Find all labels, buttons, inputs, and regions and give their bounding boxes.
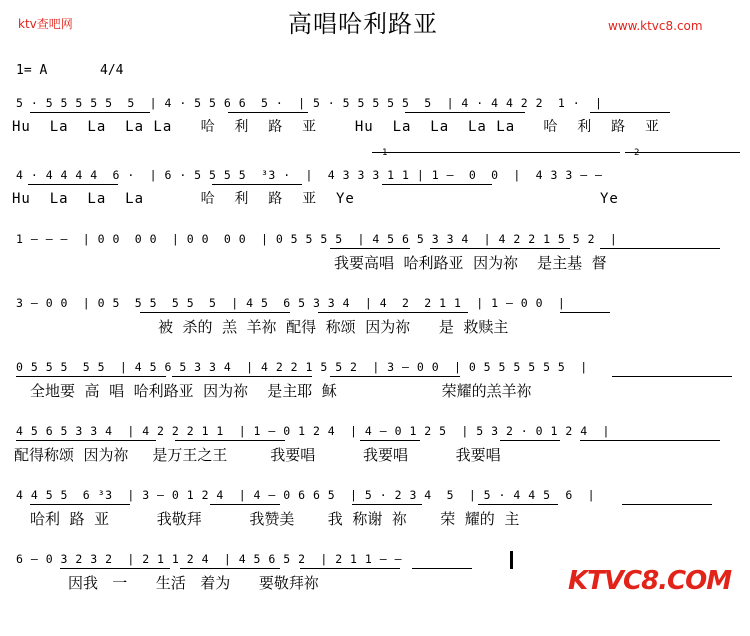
- beam: [30, 504, 130, 505]
- key-signature: 1= A: [16, 63, 48, 78]
- beam: [30, 112, 150, 113]
- beam: [172, 376, 312, 377]
- final-barline: [510, 551, 513, 569]
- watermark-logo: KTVC8.COM: [568, 566, 732, 596]
- beam: [352, 504, 422, 505]
- beam: [210, 504, 280, 505]
- site-name-left: ktv查吧网: [18, 17, 73, 31]
- beam: [612, 376, 732, 377]
- site-url-right: www.ktvc8.com: [608, 19, 703, 33]
- beam: [16, 440, 156, 441]
- beam: [405, 112, 525, 113]
- beam: [580, 440, 720, 441]
- beam: [16, 376, 166, 377]
- volta-bracket-1: [372, 152, 620, 153]
- beam: [228, 112, 308, 113]
- volta-number-2: 2: [634, 148, 640, 158]
- lyric-line-7: 哈利 路 亚 我敬拜 我赞美 我 称谢 祢 荣 耀的 主: [30, 510, 520, 528]
- beam: [600, 248, 720, 249]
- beam: [382, 184, 492, 185]
- beam: [560, 312, 610, 313]
- beam: [300, 568, 400, 569]
- notation-line-7: 4 4 5 5 6 ³3 | 3 – 0 1 2 4 | 4 – 0 6 6 5 | 5 · 2 3 4 5 | 5 · 4 4 5 6 |: [16, 488, 596, 502]
- beam: [318, 312, 468, 313]
- beam: [180, 568, 280, 569]
- notation-line-1: 5 · 5 5 5 5 5 5 | 4 · 5 5 6 6 5 · | 5 · 5 5 5 5 5 5 | 4 · 4 4 2 2 1 · |: [16, 96, 603, 110]
- notation-line-4: 3 – 0 0 | 0 5 5 5 5 5 5 | 4 5 6 5 3 3 4 | 4 2 2 1 1 | 1 – 0 0 |: [16, 296, 566, 310]
- beam: [140, 312, 290, 313]
- notation-line-2: 4 · 4 4 4 4 6 · | 6 · 5 5 5 5 ³3 · | 4 3 3 3 1 1 | 1 – 0 0 | 4 3 3 – –: [16, 168, 603, 182]
- beam: [590, 112, 670, 113]
- song-title: 高唱哈利路亚: [288, 10, 438, 38]
- lyric-line-6: 配得称颂 因为祢 是万王之王 我要唱 我要唱 我要唱: [14, 446, 501, 464]
- time-signature: 4/4: [100, 63, 124, 78]
- beam: [330, 376, 460, 377]
- notation-line-8: 6 – 0 3 2 3 2 | 2 1 1 2 4 | 4 5 6 5 2 | 2 1 1 – –: [16, 552, 403, 566]
- lyric-line-2: Hu La La La 哈 利 路 亚 Ye Ye: [12, 191, 619, 207]
- notation-line-3: 1 – – – | 0 0 0 0 | 0 0 0 0 | 0 5 5 5 5 | 4 5 6 5 3 3 4 | 4 2 2 1 5 5 2 |: [16, 232, 618, 246]
- beam: [622, 504, 712, 505]
- volta-number-1: 1: [382, 148, 388, 158]
- beam: [478, 504, 558, 505]
- beam: [60, 568, 170, 569]
- beam: [500, 440, 560, 441]
- lyric-line-4: 被 杀的 羔 羊祢 配得 称颂 因为祢 是 救赎主: [158, 318, 509, 336]
- volta-bracket-2: [625, 152, 740, 153]
- lyric-line-8: 因我 一 生活 着为 要敬拜祢: [68, 574, 319, 592]
- lyric-line-5: 全地要 高 唱 哈利路亚 因为祢 是主耶 稣 荣耀的羔羊祢: [30, 382, 532, 400]
- lyric-line-3: 我要高唱 哈利路亚 因为祢 是主基 督: [334, 254, 607, 272]
- beam: [330, 248, 410, 249]
- notation-line-5: 0 5 5 5 5 5 | 4 5 6 5 3 3 4 | 4 2 2 1 5 5 2 | 3 – 0 0 | 0 5 5 5 5 5 5 |: [16, 360, 588, 374]
- beam: [360, 440, 420, 441]
- notation-line-6: 4 5 6 5 3 3 4 | 4 2 2 2 1 1 | 1 – 0 1 2 4 | 4 – 0 1 2 5 | 5 3 2 · 0 1 2 4 |: [16, 424, 610, 438]
- lyric-line-1: Hu La La La La 哈 利 路 亚 Hu La La La La 哈 利 路 亚: [12, 119, 661, 135]
- beam: [430, 248, 570, 249]
- beam: [212, 184, 302, 185]
- beam: [28, 184, 118, 185]
- beam: [175, 440, 285, 441]
- beam: [412, 568, 472, 569]
